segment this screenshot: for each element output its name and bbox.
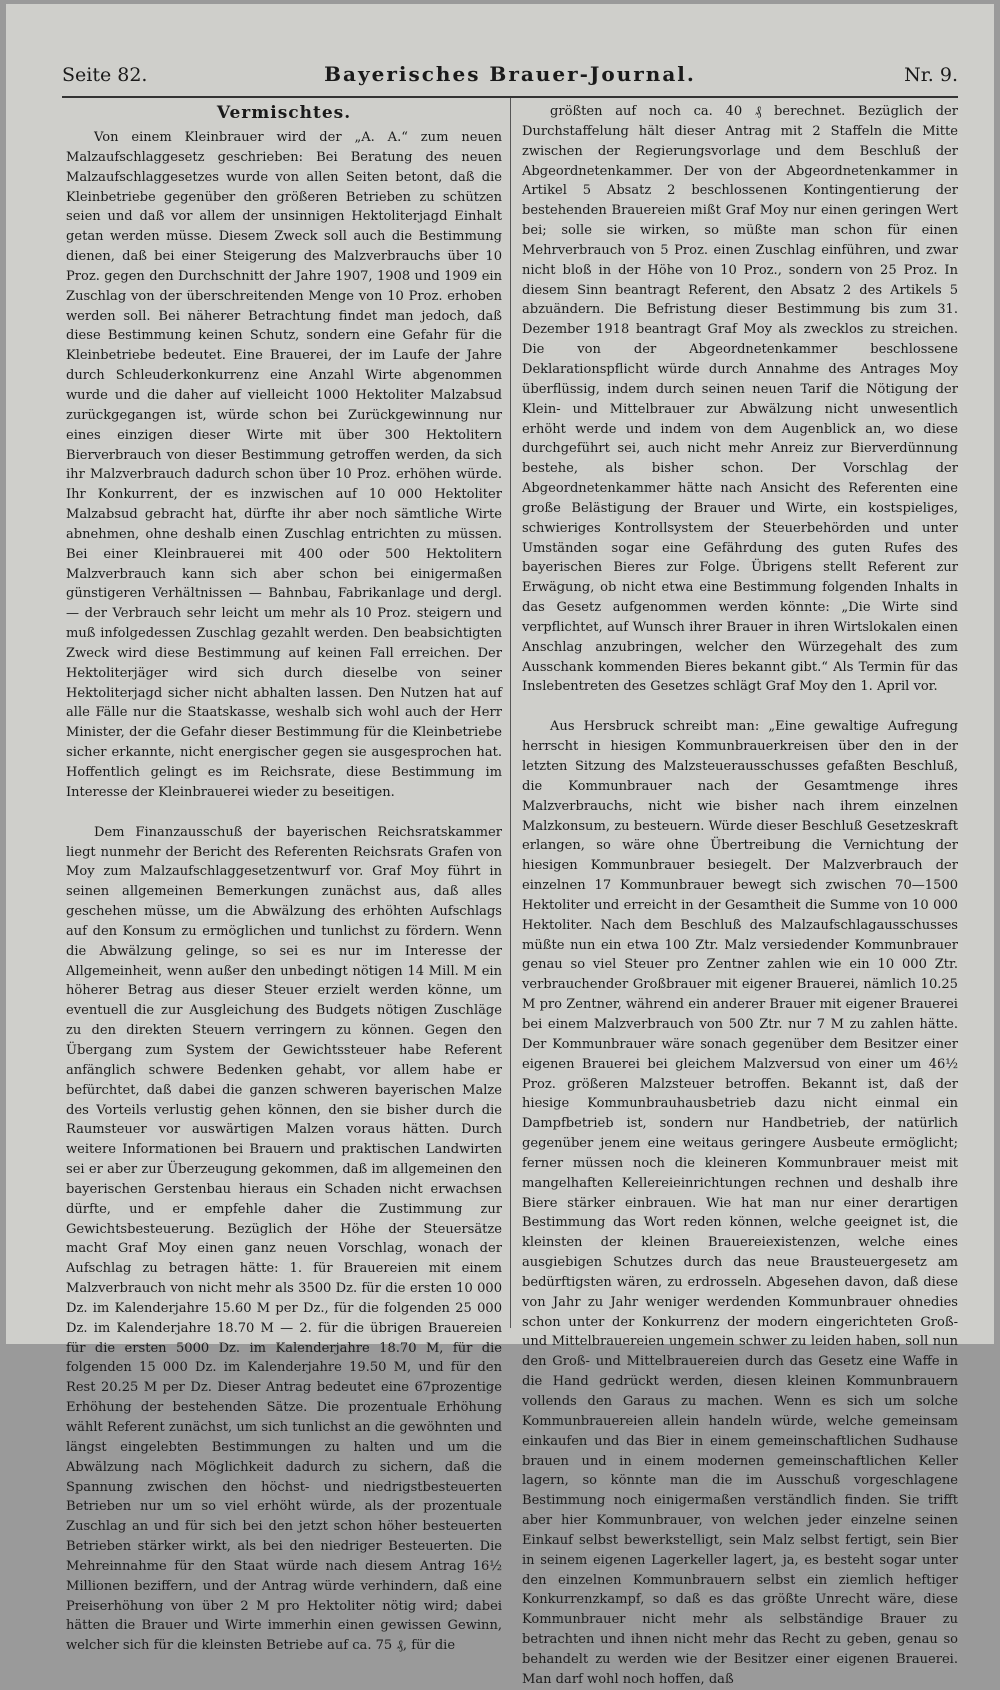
article-kleinbrauer: Von einem Kleinbrauer wird der „A. A.“ zum neuen Malzaufschlaggesetz geschrieben: Bei Beratung des neuen Malzaufschlaggesetzes wurde von allen Seiten betont, daß die Kleinbetriebe gegenüber den größeren Betrieben zu schützen seien und daß vor allem der unsinnigen Hektoliterjagd Einhalt getan werden müsse. Diesem Zweck soll auch die Bestimmung dienen, daß bei einer Steigerung des Malzverbrauchs über 10 Proz. gegen den Durchschnitt der Jahre 1907, 1908 und 1909 ein Zuschlag von der überschreitenden Menge von 10 Proz. erhoben werden soll. Bei näherer Betrachtung findet man jedoch, daß diese Bestimmung keinen Schutz, sondern eine Gefahr für die Kleinbetriebe bedeutet. Eine Brauerei, der im Laufe der Jahre durch Schleuderkonkurrenz eine Anzahl Wirte abgenommen wurde und die daher auf vielleicht 1000 Hektoliter Malzabsud zurückgegangen ist, würde schon bei Zurückgewinnung nur eines einzigen dieser Wirte mit über 300 Hektolitern Bierverbrauch von dieser Bestimmung getroffen werden, da sich ihr Malzverbrauch dadurch schon über 10 Proz. erhöhen würde. Ihr Konkurrent, der es inzwischen auf 10 000 Hektoliter Malzabsud gebracht hat, dürfte ihr aber noch sämtliche Wirte abnehmen, ohne deshalb einen Zuschlag entrichten zu müssen. Bei einer Kleinbrauerei mit 400 oder 500 Hektolitern Malzverbrauch kann sich aber schon bei einigermaßen günstigeren Verhältnissen — Bahnbau, Fabrikanlage und dergl. — der Verbrauch sehr leicht um mehr als 10 Proz. steigern und muß infolgedessen Zuschlag gezahlt werden. Den beabsichtigten Zweck wird diese Bestimmung auf keinen Fall erreichen. Der Hektoliterjäger wird sich durch dieselbe von seiner Hektoliterjagd sicher nicht abhalten lassen. Den Nutzen hat auf alle Fälle nur die Staatskasse, weshalb sich wohl auch der Herr Minister, der die Gefahr dieser Bestimmung für die Kleinbetriebe sicher erkannte, nicht energischer gegen sie ausgesprochen hat. Hoffentlich gelingt es im Reichsrate, diese Bestimmung im Interesse der Kleinbrauerei wieder zu beseitigen. [66,130,502,800]
section-heading: Vermischtes. [216,103,352,123]
page-header [62,60,958,98]
journal-title: Bayerisches Brauer-Journal. [324,62,696,86]
page-number: Seite 82. [62,64,148,86]
issue-number: Nr. 9. [904,64,958,86]
article-finanzausschuss-continued: größten auf noch ca. 40 ₰ berechnet. Bezüglich der Durchstaffelung hält dieser Antrag mit 2 Staffeln die Mitte zwischen der Regierungsvorlage und dem Beschluß der Abgeordnetenkammer. Der von der Abgeordnetenkammer in Artikel 5 Absatz 2 beschlossenen Kontingentierung der bestehenden Brauereien mißt Graf Moy nur einen geringen Wert bei; solle sie wirken, so müßte man schon für einen Mehrverbrauch von 5 Proz. einen Zuschlag einführen, und zwar nicht bloß in der Höhe von 10 Proz., sondern von 25 Proz. In diesem Sinn beantragt Referent, den Absatz 2 des Artikels 5 abzuändern. Die Befristung dieser Bestimmung bis zum 31. Dezember 1918 beantragt Graf Moy als zwecklos zu streichen. Die von der Abgeordnetenkammer beschlossene Deklarationspflicht würde durch Annahme des Antrages Moy überflüssig, indem durch seinen neuen Tarif die Nötigung der Klein- und Mittelbrauer zur Abwälzung nicht unwesentlich erhöht werde und indem von dem Augenblick an, wo diese durchgeführt sei, auch nicht mehr Anreiz zur Bierverdünnung bestehe, als bisher schon. Der Vorschlag der Abgeordnetenkammer hätte nach Ansicht des Referenten eine große Belästigung der Brauer und Wirte, ein kostspieliges, schwieriges Kontrollsystem der Steuerbehörden und unter Umständen sogar eine Gefährdung des guten Rufes des bayerischen Bieres zur Folge. Übrigens stellt Referent zur Erwägung, ob nicht etwa eine Bestimmung folgenden Inhalts in das Gesetz aufgenommen werden könnte: „Die Wirte sind verpflichtet, auf Wunsch ihrer Brauer in ihren Wirtslokalen einen Anschlag anzubringen, welcher den Würzegehalt des zum Ausschank kommenden Bieres bekannt gibt.“ Als Termin für das Inslebentreten des Gesetzes schlägt Graf Moy den 1. April vor. [522,104,958,695]
article-hersbruck: Aus Hersbruck schreibt man: „Eine gewaltige Aufregung herrscht in hiesigen Kommunbrauerkreisen über den in der letzten Sitzung des Malzsteuerausschusses gefaßten Beschluß, die Kommunbrauer nach der Gesamtmenge ihres Malzverbrauchs, nicht wie bisher nach ihrem einzelnen Malzkonsum, zu besteuern. Würde dieser Beschluß Gesetzeskraft erlangen, so wäre ohne Übertreibung die Vernichtung der hiesigen Kommunbrauer besiegelt. Der Malzverbrauch der einzelnen 17 Kommunbrauer bewegt sich zwischen 70—1500 Hektoliter und erreicht in der Gesamtheit die Summe von 10 000 Hektoliter. Nach dem Beschluß des Malzaufschlagausschusses müßte nun ein etwa 100 Ztr. Malz versiedender Kommunbrauer genau so viel Steuer pro Zentner zahlen wie ein 10 000 Ztr. verbrauchender Großbrauer mit eigener Brauerei, nämlich 10.25 M pro Zentner, während ein anderer Brauer mit eigener Brauerei bei einem Malzverbrauch von 500 Ztr. nur 7 M zu zahlen hätte. Der Kommunbrauer wäre sonach gegenüber dem Besitzer einer eigenen Brauerei bei gleichem Malzversud von einer um 46½ Proz. größeren Malzsteuer betroffen. Bekannt ist, daß der hiesige Kommunbrauhausbetrieb dazu nicht einmal ein Dampfbetrieb ist, sondern nur Handbetrieb, der natürlich gegenüber jenem eine weitaus geringere Ausbeute ermöglicht; ferner müssen noch die kleineren Kommunbrauer meist mit mangelhaften Kellereieinrichtungen rechnen und deshalb ihre Biere stärker einbrauen. Wie hat man nur einer derartigen Bestimmung das Wort reden können, welche geeignet ist, die kleinsten der kleinen Brauereiexistenzen, welche eines ausgiebigen Schutzes durch das neue Brausteuergesetz am bedürftigsten wären, zu erdrosseln. Abgesehen davon, daß diese von Jahr zu Jahr weniger werdenden Kommunbrauer ohnedies schon unter der Konkurrenz der modern eingerichteten Groß- und Mittelbrauereien ungemein schwer zu leiden haben, soll nun den Groß- und Mittelbrauereien durch das Gesetz eine Waffe in die Hand gedrückt werden, diesen kleinen Kommunbrauern vollends den Garaus zu machen. Wenn es sich um solche Kommunbrauereien allein handeln würde, welche gemeinsam einkaufen und das Bier in einem gemeinschaftlichen Sudhause brauen und in einem modernen gemeinschaftlichen Keller lagern, so könnte man die im Ausschuß vorgeschlagene Bestimmung noch einigermaßen verständlich finden. Sie trifft aber hier Kommunbrauer, von welchen jeder einzelne seinen Einkauf selbst bewerkstelligt, sein Malz selbst fertigt, sein Bier in seinem eigenen Lagerkeller lagert, ja, es besteht sogar unter den einzelnen Kommunbrauern selbst ein ziemlich heftiger Konkurrenzkampf, so daß es das größte Unrecht wäre, diese Kommunbrauer nicht mehr als selbständige Brauer zu betrachten und ihnen nicht mehr das Recht zu geben, genau so behandelt zu werden wie der Besitzer einer eigenen Brauerei. Man darf wohl noch hoffen, daß [522,719,958,1687]
left-column [66,102,502,1654]
column-divider [510,98,511,1328]
article-finanzausschuss: Dem Finanzausschuß der bayerischen Reichsratskammer liegt nunmehr der Bericht des Referenten Reichsrats Grafen von Moy zum Malzaufschlaggesetzentwurf vor. Graf Moy führt in seinen allgemeinen Bemerkungen zunächst aus, daß alles geschehen müsse, um die Abwälzung des erhöhten Aufschlags auf den Konsum zu ermöglichen und tunlichst zu fördern. Wenn die Abwälzung gelinge, so sei es nur im Interesse der Allgemeinheit, wenn außer den unbedingt nötigen 14 Mill. M ein höherer Betrag aus dieser Steuer erzielt werden könne, um eventuell die zur Ausgleichung des Budgets nötigen Zuschläge zu den direkten Steuern verringern zu können. Gegen den Übergang zum System der Gewichtssteuer habe Referent anfänglich schwere Bedenken gehabt, vor allem habe er befürchtet, daß dabei die ganzen schweren bayerischen Malze des Vorteils verlustig gehen können, den sie bisher durch die Raumsteuer vor auswärtigen Malzen voraus hätten. Durch weitere Informationen bei Brauern und praktischen Landwirten sei er aber zur Überzeugung gekommen, daß im allgemeinen den bayerischen Gerstenbau hieraus ein Schaden nicht erwachsen dürfte, und er empfehle daher die Zustimmung zur Gewichtsbesteuerung. Bezüglich der Höhe der Steuersätze macht Graf Moy einen ganz neuen Vorschlag, wonach der Aufschlag zu betragen hätte: 1. für Brauereien mit einem Malzverbrauch von nicht mehr als 3500 Dz. für die ersten 10 000 Dz. im Kalenderjahre 15.60 M per Dz., für die folgenden 25 000 Dz. im Kalenderjahre 18.70 M — 2. für die übrigen Brauereien für die ersten 5000 Dz. im Kalenderjahre 18.70 M, für die folgenden 15 000 Dz. im Kalenderjahre 19.50 M, und für den Rest 20.25 M per Dz. Dieser Antrag bedeutet eine 67prozentige Erhöhung der bestehenden Sätze. Die prozentuale Erhöhung wählt Referent zunächst, um sich tunlichst an die gewöhnten und längst eingelebten Bestimmungen zu halten und um die Abwälzung nach Möglichkeit dadurch zu sichern, daß die Spannung zwischen den höchst- und niedrigstbesteuerten Betrieben nur um so viel erhöht würde, als der prozentuale Zuschlag an und für sich bei den jetzt schon höher besteuerten Betrieben stärker wirkt, als bei den niedriger Besteuerten. Die Mehreinnahme für den Staat würde nach diesem Antrag 16½ Millionen beziffern, und der Antrag würde verhindern, daß eine Preiserhöhung von über 2 M pro Hektoliter nötig wird; dabei hätten die Brauer und Wirte immerhin einen gewissen Gewinn, welcher sich für die kleinsten Betriebe auf ca. 75 ₰, für die [66,824,502,1654]
journal-page [6,4,994,1687]
right-column [522,102,958,1687]
